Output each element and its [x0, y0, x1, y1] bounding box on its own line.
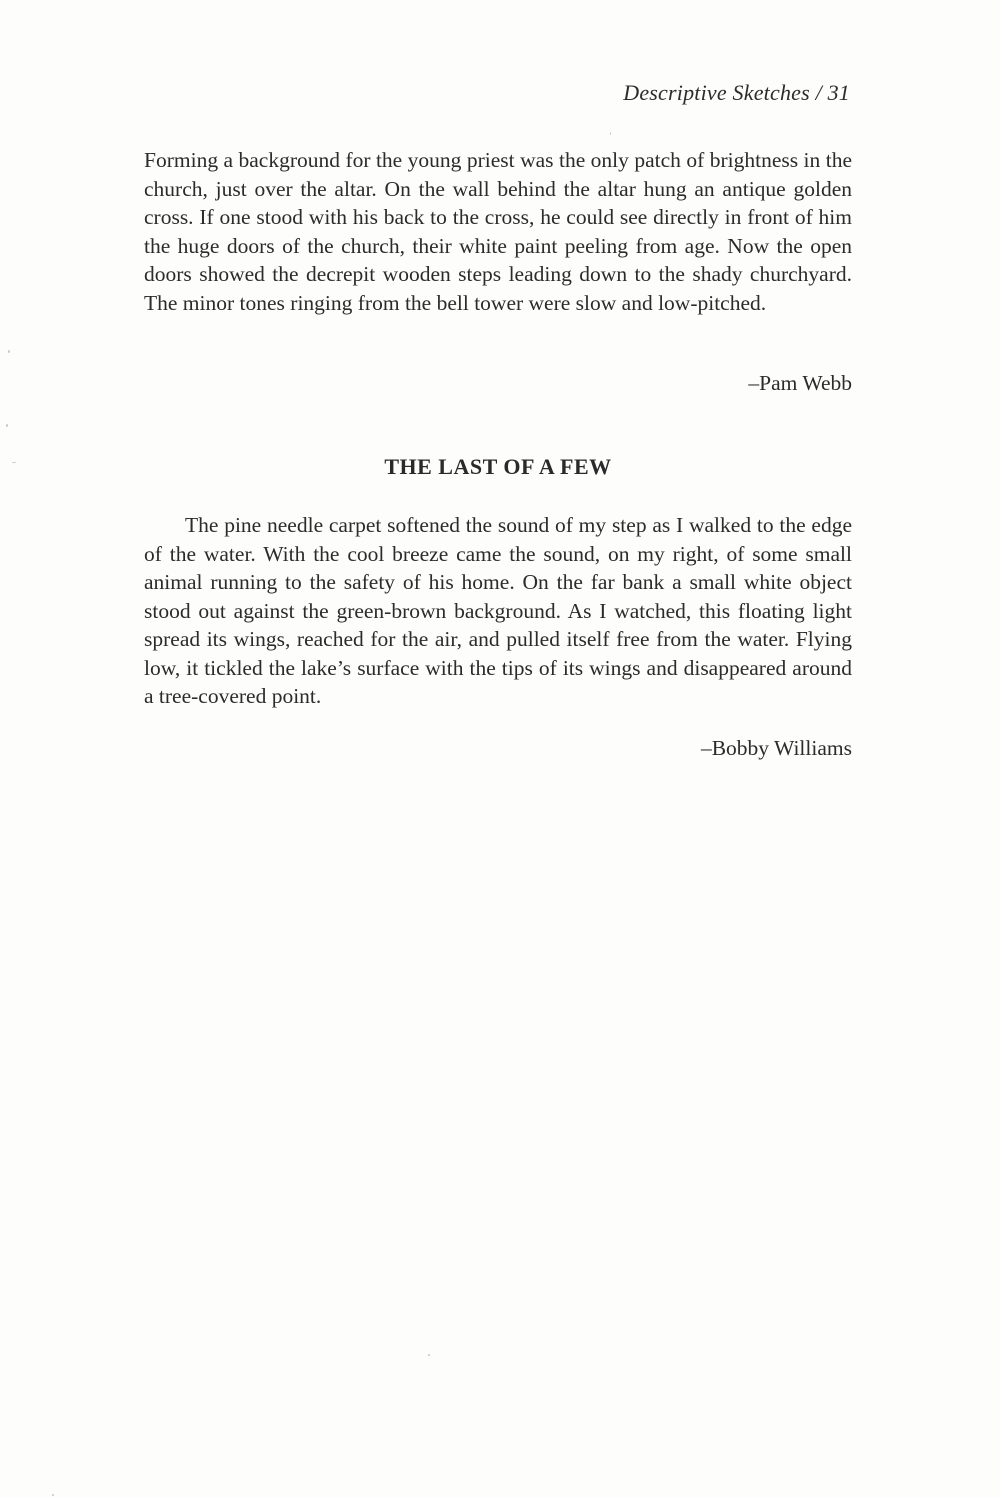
paper-speck [610, 132, 611, 135]
running-head: Descriptive Sketches / 31 [623, 80, 850, 105]
sketch-2-paragraph: The pine needle carpet softened the sound of my step as I walked to the edge of the water. With the cool breeze came the sound, on my right, of some small animal running to the safety of his home. On the far bank a small white object stood out against the green-brown background. As I watched, this floating light spread its wings, reached for the air, and pulled itself free from the water. Flying low, it tickled the lake’s surface with the tips of its wings and disappeared around a tree-covered point. [144, 513, 852, 708]
paper-speck [6, 424, 8, 427]
sketch-2-title: THE LAST OF A FEW [384, 454, 612, 479]
paper-speck [12, 462, 16, 463]
paper-speck [8, 350, 10, 353]
paper-speck [428, 1354, 430, 1356]
sketch-1-paragraph: Forming a background for the young priest was the only patch of brightness in the church, just over the altar. On the wall behind the altar hung an antique golden cross. If one stood with his back to the cross, he could see directly in front of him the huge doors of the church, their white paint peeling from age. Now the open doors showed the decrepit wooden steps leading down to the shady churchyard. The minor tones ringing from the bell tower were slow and low-pitched. [144, 148, 852, 315]
sketch-2-author: –Bobby Williams [700, 736, 852, 760]
paper-speck [52, 1494, 54, 1496]
sketch-1-author: –Pam Webb [748, 371, 852, 395]
